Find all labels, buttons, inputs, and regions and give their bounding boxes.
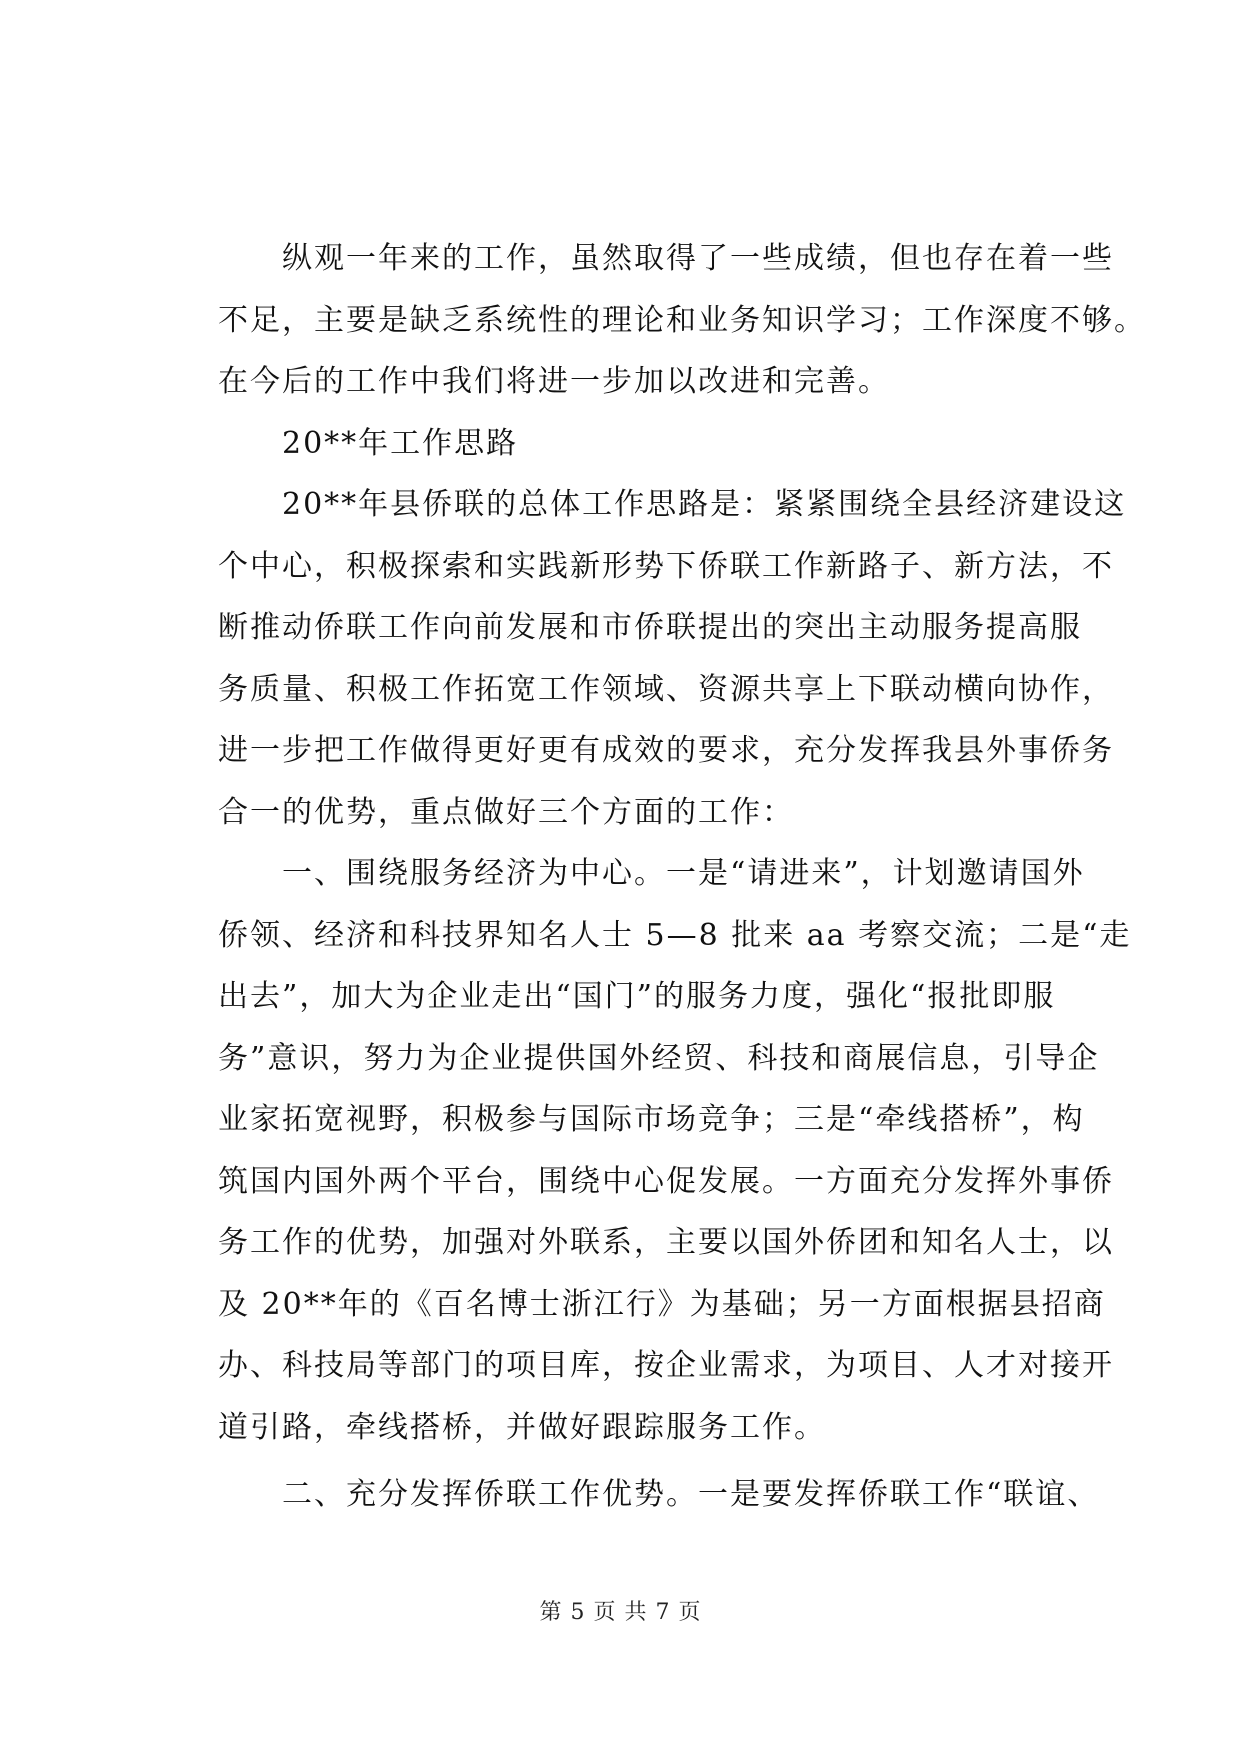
text-line: 20**年县侨联的总体工作思路是：紧紧围绕全县经济建设这 <box>218 487 1127 522</box>
text-line: 个中心，积极探索和实践新形势下侨联工作新路子、新方法，不 <box>218 548 1114 584</box>
text-line: 在今后的工作中我们将进一步加以改进和完善。 <box>218 364 890 399</box>
text-line: 纵观一年来的工作，虽然取得了一些成绩，但也存在着一些 <box>218 241 1114 276</box>
text-line: 进一步把工作做得更好更有成效的要求，充分发挥我县外事侨务 <box>218 733 1114 768</box>
text-line: 筑国内国外两个平台，围绕中心促发展。一方面充分发挥外事侨 <box>218 1163 1114 1199</box>
text-line: 办、科技局等部门的项目库，按企业需求，为项目、人才对接开 <box>218 1348 1114 1383</box>
text-line: 断推动侨联工作向前发展和市侨联提出的突出主动服务提高服 <box>218 610 1082 645</box>
text-line: 一、围绕服务经济为中心。一是“请进来”，计划邀请国外 <box>218 856 1085 891</box>
text-line: 业家拓宽视野，积极参与国际市场竞争；三是“牵线搭桥”，构 <box>218 1102 1085 1137</box>
text-line: 务质量、积极工作拓宽工作领域、资源共享上下联动横向协作， <box>218 671 1114 707</box>
text-line: 侨领、经济和科技界知名人士 5—8 批来 aa 考察交流；二是“走 <box>218 917 1132 953</box>
text-line: 二、充分发挥侨联工作优势。一是要发挥侨联工作“联谊、 <box>218 1477 1100 1512</box>
text-line: 不足，主要是缺乏系统性的理论和业务知识学习；工作深度不够。 <box>218 302 1146 338</box>
text-line: 务”意识，努力为企业提供国外经贸、科技和商展信息，引导企 <box>218 1040 1100 1076</box>
page-footer: 第 5 页 共 7 页 <box>539 1600 702 1625</box>
text-line: 出去”，加大为企业走出“国门”的服务力度，强化“报批即服 <box>218 979 1056 1014</box>
text-line: 及 20**年的《百名博士浙江行》为基础；另一方面根据县招商 <box>218 1286 1106 1322</box>
section-heading: 20**年工作思路 <box>218 425 519 461</box>
document-body <box>218 228 1146 1526</box>
text-line: 合一的优势，重点做好三个方面的工作： <box>218 794 794 830</box>
text-line: 道引路，牵线搭桥，并做好跟踪服务工作。 <box>218 1409 826 1445</box>
text-line: 务工作的优势，加强对外联系，主要以国外侨团和知名人士，以 <box>218 1225 1114 1260</box>
